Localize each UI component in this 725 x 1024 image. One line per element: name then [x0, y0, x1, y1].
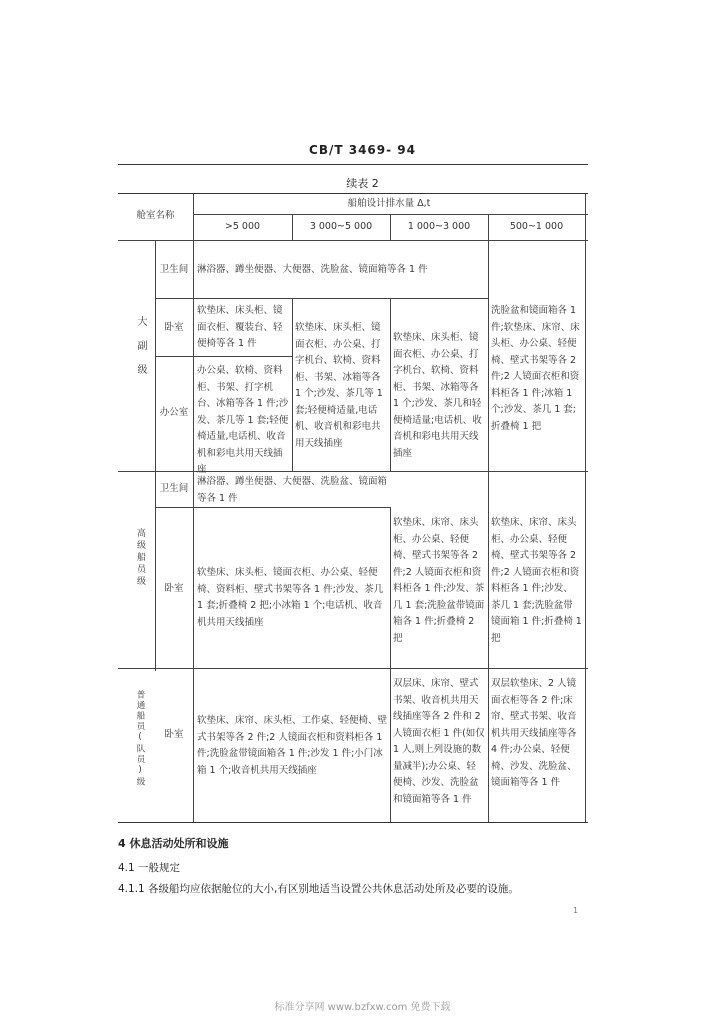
rule — [585, 193, 586, 822]
table-cell: 软垫床、床头柜、镜面衣柜、覆装台、轻便椅等各 1 件 — [197, 305, 283, 349]
rule — [155, 356, 292, 357]
room-label: 卧室 — [164, 322, 184, 333]
rule — [488, 214, 489, 822]
header-range: 3 000~5 000 — [309, 221, 373, 232]
header-room-name: 舱室名称 — [136, 210, 175, 221]
rule — [118, 240, 588, 241]
table-cell: 淋浴器、蹲坐便器、大便器、洗脸盆、镜面箱等各 1 件 — [197, 264, 428, 275]
group-label: 高级船员级 — [135, 528, 145, 588]
table-cell: 洗脸盆和镜面箱各 1 件;软垫床、床帘、床头柜、办公桌、轻便椅、壁式书架等各 2 件;2 人镜面衣柜和资料柜各 1 件;冰箱 1 个;沙发、茶几 1 套;折叠椅 1 把 — [491, 305, 580, 432]
rule — [155, 240, 156, 671]
subsection-title: 4.1 一般规定 — [118, 862, 181, 874]
table-cell: 软垫床、床帘、床头柜、工作桌、轻便椅、壁式书架等各 2 件;2 人镜面衣柜和资料柜各 1 件;洗脸盆带镜面箱各 1 件;沙发 1 件;小门冰箱 1 个;收音机共用天线插座 — [197, 715, 388, 776]
header-range: 1 000~3 000 — [407, 221, 471, 232]
standard-number: CB/T 3469- 94 — [309, 143, 416, 157]
table-bottom-rule — [118, 822, 588, 823]
group-label: 大副级 — [135, 316, 146, 388]
rule — [118, 471, 588, 472]
table-cell: 双层软垫床、2 人镜面衣柜等各 2 件;床帘、壁式书架、收音机共用天线插座等各 4 件;办公桌、轻便椅、沙发、洗脸盆、镜面箱等各 1 件 — [491, 678, 577, 788]
table-cell: 办公桌、软椅、资料柜、书架、打字机台、冰箱等各 1 件;沙发、茶几等 1 套;轻便椅适量,电话机、收音机和彩电共用天线插座 — [197, 365, 289, 475]
table-cell: 软垫床、床帘、床头柜、办公桌、轻便椅、壁式书架等各 2 件;2 人镜面衣柜和资料柜各 1 件;沙发、茶几 1 套;洗脸盆带镜面箱 1 件;折叠椅 1 把 — [491, 517, 582, 644]
rule — [390, 507, 391, 822]
rule — [155, 298, 193, 299]
header-range: 500~1 000 — [509, 221, 564, 232]
table-top-rule — [118, 193, 588, 194]
rule — [390, 298, 391, 471]
rule — [193, 193, 194, 822]
header-displacement: 船舶设计排水量 Δ,t — [347, 198, 431, 209]
table-cell: 软垫床、床头柜、镜面衣柜、办公桌、轻便椅、资料柜、壁式书架等各 1 件;沙发、茶几 1 套;折叠椅 2 把;小冰箱 1 个;电话机、收音机共用天线插座 — [197, 567, 384, 628]
table-cell: 软垫床、床头柜、镜面衣柜、办公桌、打字机台、软椅、资料柜、书架、冰箱等各 1 个;沙发、茶几和轻便椅适量;电话机、收音机和彩电共用天线插座 — [393, 332, 482, 459]
room-label: 卫生间 — [159, 483, 189, 494]
header-range: >5 000 — [224, 221, 261, 232]
paragraph: 4.1.1 各级船均应依据舱位的大小,有区别地适当设置公共休息活动处所及必要的设施。 — [118, 883, 519, 895]
room-label: 办公室 — [159, 407, 189, 418]
table-cell: 淋浴器、蹲坐便器、大便器、洗脸盆、镜面箱等各 1 件 — [197, 476, 388, 504]
rule — [155, 507, 390, 508]
group-label: 普通船员(队员)级 — [135, 690, 145, 788]
footer-watermark: 标准分享网 www.bzfxw.com 免费下载 — [274, 1002, 451, 1013]
table-cell: 软垫床、床帘、床头柜、办公桌、轻便椅、壁式书架等各 2 件;2 人镜面衣柜和资料柜各 1 件;沙发、茶几 1 套;洗脸盆带镜面箱各 1 件;折叠椅 2 把 — [393, 517, 485, 644]
section-title: 4 休息活动处所和设施 — [118, 837, 229, 850]
page-number: 1 — [573, 906, 579, 915]
table-cell: 软垫床、床头柜、镜面衣柜、办公桌、打字机台、软椅、资料柜、书架、冰箱等各 1 个;沙发、茶几等 1 套;轻便椅适量,电话机、收音机和彩电共用天线插座 — [295, 322, 383, 449]
table-caption: 续表 2 — [346, 177, 379, 190]
room-label: 卫生间 — [159, 264, 189, 275]
table-cell: 双层床、床帘、壁式书架、收音机共用天线插座等各 2 件和 2 人镜面衣柜 1 件(如仅 1 人,则上列设施的数量减半);办公桌、轻便椅、沙发、洗脸盆和镜面箱等各 1 件 — [393, 678, 485, 805]
header-rule — [118, 164, 588, 165]
rule — [193, 298, 488, 299]
rule — [292, 298, 293, 471]
rule — [118, 668, 588, 669]
room-label: 卧室 — [164, 583, 184, 594]
room-label: 卧室 — [164, 729, 184, 740]
